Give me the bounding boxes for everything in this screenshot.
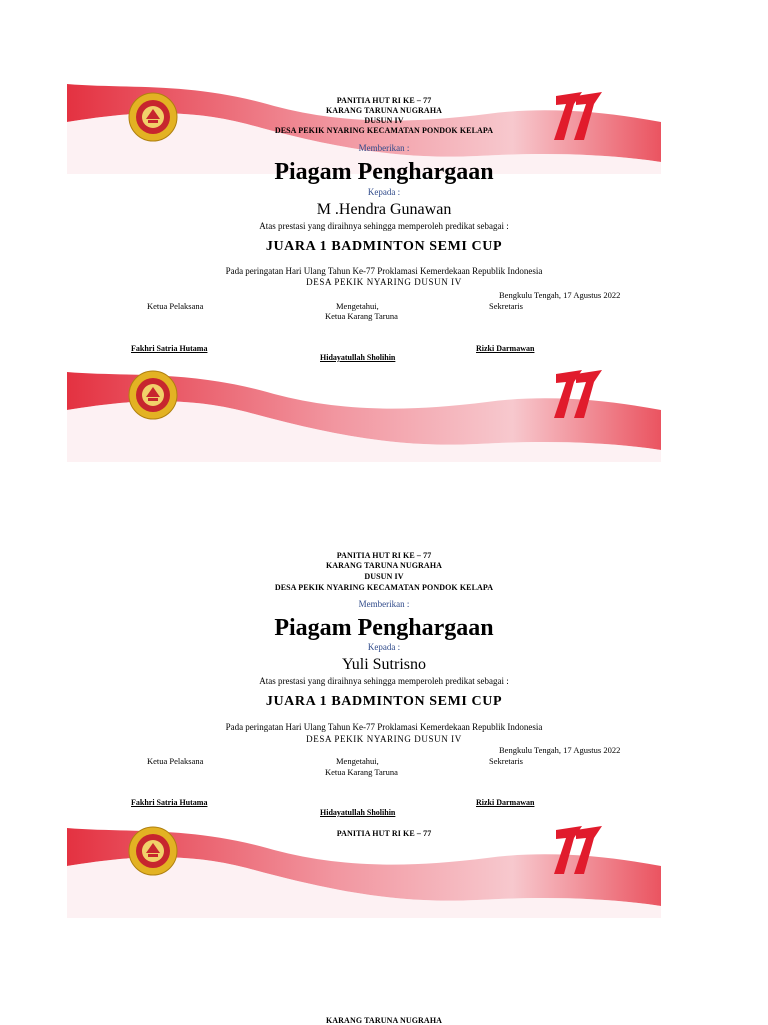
center-role-title: Ketua Karang Taruna <box>325 311 398 321</box>
center-role: Mengetahui, <box>336 301 379 311</box>
header-line: DESA PEKIK NYARING KECAMATAN PONDOK KELAPA <box>274 126 494 135</box>
left-signer: Fakhri Satria Hutama <box>131 344 208 353</box>
header-line: PANITIA HUT RI KE – 77 <box>336 829 432 838</box>
occasion-line: Pada peringatan Hari Ulang Tahun Ke-77 Proklamasi Kemerdekaan Republik Indonesia <box>225 266 543 276</box>
recipient-name: Yuli Sutrisno <box>341 656 426 673</box>
center-role-title: Ketua Karang Taruna <box>325 767 398 777</box>
header-line: KARANG TARUNA NUGRAHA <box>325 106 443 115</box>
village-line: DESA PEKIK NYARING DUSUN IV <box>306 277 462 287</box>
header-line: KARANG TARUNA NUGRAHA <box>325 1016 443 1025</box>
memberikan-label: Memberikan : <box>358 599 410 609</box>
certificate-title: Piagam Penghargaan <box>274 159 494 185</box>
header-line: DUSUN IV <box>364 116 404 125</box>
award-title: JUARA 1 BADMINTON SEMI CUP <box>265 239 503 254</box>
achievement-line: Atas prestasi yang diraihnya sehingga memperoleh predikat sebagai : <box>259 676 509 686</box>
right-signer: Rizki Darmawan <box>476 798 535 807</box>
occasion-line: Pada peringatan Hari Ulang Tahun Ke-77 Proklamasi Kemerdekaan Republik Indonesia <box>225 722 543 732</box>
right-role: Sekretaris <box>489 756 523 766</box>
header-line: PANITIA HUT RI KE – 77 <box>336 96 432 105</box>
certificate-title: Piagam Penghargaan <box>274 615 494 641</box>
header-line: DUSUN IV <box>364 572 404 581</box>
left-signer: Fakhri Satria Hutama <box>131 798 208 807</box>
place-date: Bengkulu Tengah, 17 Agustus 2022 <box>499 290 621 300</box>
header-line: KARANG TARUNA NUGRAHA <box>325 561 443 570</box>
right-role: Sekretaris <box>489 301 523 311</box>
left-role: Ketua Pelaksana <box>147 301 204 311</box>
left-role: Ketua Pelaksana <box>147 756 204 766</box>
village-line: DESA PEKIK NYARING DUSUN IV <box>306 734 462 744</box>
kepada-label: Kepada : <box>367 187 401 197</box>
center-signer: Hidayatullah Sholihin <box>320 353 396 362</box>
kepada-label: Kepada : <box>367 642 401 652</box>
achievement-line: Atas prestasi yang diraihnya sehingga memperoleh predikat sebagai : <box>259 221 509 231</box>
center-signer: Hidayatullah Sholihin <box>320 808 396 817</box>
recipient-name: M .Hendra Gunawan <box>316 201 452 218</box>
right-signer: Rizki Darmawan <box>476 344 535 353</box>
center-role: Mengetahui, <box>336 756 379 766</box>
header-line: PANITIA HUT RI KE – 77 <box>336 551 432 560</box>
memberikan-label: Memberikan : <box>358 143 410 153</box>
place-date: Bengkulu Tengah, 17 Agustus 2022 <box>499 745 621 755</box>
award-title: JUARA 1 BADMINTON SEMI CUP <box>265 694 503 709</box>
header-line: DESA PEKIK NYARING KECAMATAN PONDOK KELAPA <box>274 583 494 592</box>
